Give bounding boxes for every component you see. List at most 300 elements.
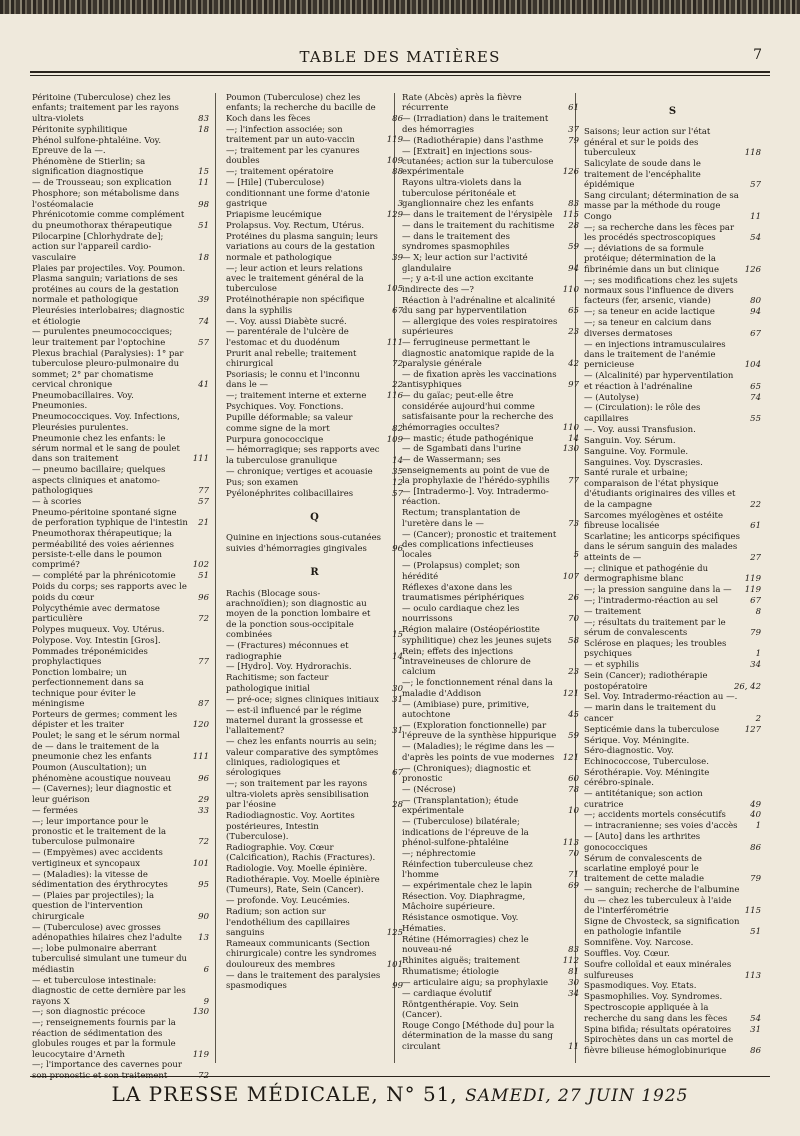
- index-entry-text: Sérum de convalescents de scarlatine employé pour le traitement de cette maladie: [584, 853, 705, 885]
- index-entry-text: Résection. Voy. Diaphragme, Mâchoire supérieure.: [402, 891, 526, 913]
- index-entry: [402, 742, 579, 763]
- index-entry-page: 67: [392, 305, 403, 316]
- index-entry: [402, 253, 579, 274]
- index-entry-page: 34: [568, 988, 579, 999]
- index-entry-text: — [Intradermo-]. Voy. Intradermo-réaction.: [402, 487, 549, 508]
- index-entry-text: —; sa recherche dans les fèces par les procédés spectroscopiques: [584, 222, 735, 243]
- index-entry: [226, 875, 403, 896]
- index-entry: [584, 585, 761, 595]
- index-entry: [584, 468, 761, 510]
- index-entry: [226, 843, 403, 864]
- index-entry-page: 79: [750, 874, 761, 885]
- index-entry: [32, 582, 209, 603]
- index-entry: [402, 136, 579, 146]
- section-letter-r: R: [310, 567, 319, 579]
- index-entry: [402, 210, 579, 220]
- index-entry-text: — (Maladies); le régime dans les — d'après les points de vue modernes: [402, 742, 555, 763]
- index-entry-text: —; l'intradermo-réaction au sel: [584, 595, 719, 606]
- index-entry-page: 8: [755, 606, 761, 617]
- index-entry-page: 111: [386, 337, 403, 348]
- index-entry-page: 21: [198, 518, 209, 529]
- index-entry: [402, 796, 579, 817]
- index-entry: [584, 660, 761, 670]
- index-entry: [584, 618, 761, 639]
- index-entry-text: Rhumatisme; étiologie: [402, 966, 499, 977]
- index-entry-text: — (Empyèmes) avec accidents vertigineux et syncopaux: [32, 848, 163, 869]
- index-entry: [226, 413, 403, 434]
- index-entry-text: Prolapsus. Voy. Rectum, Utérus.: [226, 220, 365, 231]
- index-entry-text: Septicémie dans la tuberculose: [584, 724, 720, 735]
- index-entry-page: 86: [750, 842, 761, 853]
- index-entry-text: Poumon (Tuberculose) chez les enfants; la recherche du bacille de Koch dans les fèces: [226, 93, 376, 124]
- index-entry-page: 49: [750, 799, 761, 810]
- index-entry-text: — hémorragique; ses rapports avec la tuberculose granulique: [226, 445, 380, 466]
- index-entry-text: — dans le traitement des paralysies spasmodiques: [226, 970, 381, 992]
- index-entry-text: Pyélonéphrites colibacillaires: [226, 488, 354, 499]
- index-entry-text: — articulaire aigu; sa prophylaxie: [402, 977, 549, 988]
- index-entry: [584, 917, 761, 938]
- index-entry: [584, 949, 761, 959]
- index-entry-page: 71: [568, 870, 579, 881]
- index-entry-text: Rachis (Blocage sous-arachnoïdien); son diagnostic au moyen de la ponction lombaire et de la ponction sous-occipitale combinées: [226, 588, 371, 641]
- index-entry-text: — marin dans le traitement du cancer: [584, 703, 717, 724]
- index-entry-page: 30: [568, 977, 579, 988]
- index-entry-page: 72: [198, 613, 209, 624]
- index-entry-text: —; y a-t-il une action excitante indirecte des —?: [402, 274, 534, 295]
- index-entry-text: — intracranienne; ses voies d'accès: [584, 821, 738, 832]
- index-entry-text: Plasma sanguin; variations de ses protéines au cours de la gestation normale et pathologique: [32, 274, 179, 306]
- index-entry-text: — (Fractures) méconnues et radiographie: [226, 641, 349, 662]
- index-entry-page: 59: [568, 242, 579, 253]
- index-entry: [226, 864, 403, 874]
- index-entry-text: — (Circulation): le rôle des capillaires: [584, 403, 701, 424]
- index-entry-page: 35: [392, 466, 403, 477]
- index-entry: [402, 881, 579, 891]
- index-entry: [32, 232, 209, 263]
- index-entry: [226, 971, 403, 992]
- index-entry: [402, 892, 579, 913]
- index-entry-page: 27: [750, 552, 761, 563]
- index-entry: [226, 349, 403, 370]
- index-entry-text: Saisons; leur action sur l'état général et sur le poids des tuberculeux: [584, 127, 711, 159]
- index-entry-text: Rétine (Hémorragies) chez le nouveau-né: [402, 934, 529, 955]
- index-entry-page: 90: [198, 911, 209, 922]
- index-entry-text: — est-il influencé par le régime maternel durant la grossesse et l'allaitement?: [226, 705, 363, 737]
- index-entry: [32, 848, 209, 869]
- index-entry-text: —; néphrectomie: [402, 848, 476, 859]
- index-entry-text: Sérique. Voy. Méningite.: [584, 735, 690, 746]
- index-entry: [226, 467, 403, 477]
- index-entry-page: 119: [744, 584, 761, 595]
- index-entry-page: 70: [568, 848, 579, 859]
- index-entry-text: Sanguine. Voy. Formule.: [584, 446, 689, 457]
- index-entry: [226, 896, 403, 906]
- index-entry-page: 57: [198, 496, 209, 507]
- index-entry-page: 12: [392, 477, 403, 488]
- index-column-1: [32, 93, 209, 1081]
- index-entry-text: Ponction lombaire; un perfectionnement dans sa technique pour éviter le méningisme: [32, 667, 144, 710]
- index-entry-page: 26: [568, 593, 579, 604]
- index-entry: [32, 571, 209, 581]
- index-entry-text: Spectroscopie appliquée à la recherche du sang dans les fèces: [584, 1003, 728, 1024]
- index-entry: [32, 817, 209, 848]
- index-entry-page: 40: [750, 810, 761, 821]
- index-entry-text: —; leur importance pour le pronostic et le traitement de la tuberculose pulmonaire: [32, 816, 167, 848]
- index-entry-text: Prurit anal rebelle; traitement chirurgical: [226, 348, 357, 370]
- index-entries-r: [226, 589, 403, 992]
- index-entry: [32, 944, 209, 975]
- index-entry-page: 74: [198, 316, 209, 327]
- index-entry-text: Psychiques. Voy. Fonctions.: [226, 402, 344, 413]
- index-entry-text: Rayons ultra-violets dans la tuberculose péritonéale et ganglionnaire chez les enfants: [402, 178, 534, 210]
- index-entry-page: 96: [198, 773, 209, 784]
- index-entry-page: 119: [744, 573, 761, 584]
- index-entry-page: 54: [750, 1013, 761, 1024]
- page-footer: [30, 1076, 770, 1116]
- index-entry: [584, 885, 761, 916]
- index-entry-text: Rameaux communicants (Section chirurgicale) contre les syndromes douloureux des membres: [226, 938, 377, 970]
- index-entry: [584, 639, 761, 660]
- index-entry-page: 96: [392, 543, 403, 554]
- index-entry-page: 6: [203, 964, 209, 975]
- header-rule: [30, 71, 770, 73]
- index-entry: [226, 370, 403, 391]
- index-entry-text: Poumon (Auscultation); un phénomène acoustique nouveau: [32, 763, 171, 784]
- index-entry-page: 83: [198, 113, 209, 124]
- index-entry-text: Quinine en injections sous-cutanées suivies d'hémorragies gingivales: [226, 533, 381, 554]
- index-entry: [402, 317, 579, 338]
- index-entry-page: 96: [198, 592, 209, 603]
- index-entry-page: 1: [755, 649, 761, 660]
- index-entry-text: Réinfection tuberculeuse chez l'homme: [402, 859, 533, 881]
- index-entry-page: 87: [198, 699, 209, 710]
- index-entry: [226, 811, 403, 842]
- index-entry-text: Réaction à l'adrénaline et alcalinité du sang par hyperventilation: [402, 295, 556, 317]
- index-entry-page: 70: [568, 614, 579, 625]
- index-column-4: [584, 93, 761, 1063]
- index-entry-text: — purulentes pneumococciques; leur traitement par l'optochine: [32, 327, 173, 348]
- index-entry: [32, 604, 209, 625]
- index-entry-text: — (Amibiase) pure, primitive, autochtone: [402, 699, 530, 721]
- index-entry-text: —; résultats du traitement par le sérum de convalescents: [584, 617, 726, 638]
- index-entry: [402, 935, 579, 956]
- index-entry: [584, 960, 761, 981]
- index-entry-page: 55: [750, 413, 761, 424]
- index-entry-text: — du gaïac; peut-elle être considérée aujourd'hui comme satisfaisante pour la recherche des hémorragies occultes?: [402, 391, 554, 433]
- index-entry-page: 83: [568, 945, 579, 955]
- index-entry: [32, 923, 209, 944]
- index-entry: [584, 725, 761, 735]
- index-entry: [584, 564, 761, 585]
- index-entry-text: — (Radiothérapie) dans l'asthme: [402, 135, 544, 146]
- index-entry-text: Souffles. Voy. Cœur.: [584, 949, 670, 960]
- index-entry-text: Pneumonie chez les enfants: le sérum normal et le sang de poulet dans son traitement: [32, 433, 180, 465]
- index-entry: [584, 244, 761, 275]
- index-entry-text: — (Chroniques); diagnostic et pronostic: [402, 763, 531, 784]
- index-entry: [584, 607, 761, 617]
- index-entry: [402, 721, 579, 742]
- top-decorative-border: [0, 0, 800, 14]
- index-entry-page: 126: [562, 167, 579, 178]
- index-entry-page: 121: [562, 752, 579, 763]
- index-entry: [32, 125, 209, 135]
- index-entry: [226, 221, 403, 231]
- index-entry-text: — mastic; étude pathogénique: [402, 433, 534, 444]
- index-entry-page: 112: [562, 955, 579, 966]
- index-entry-text: — sanguin; recherche de l'albumine du — chez les tuberculeux à l'aide de l'interférométrie: [584, 885, 740, 917]
- index-entry: [584, 458, 761, 468]
- index-entry: [584, 671, 761, 692]
- index-entry: [402, 1021, 579, 1052]
- footer-rule: [30, 1076, 770, 1077]
- index-entry-page: 28: [568, 220, 579, 231]
- index-entry-text: Radiothérapie. Voy. Moelle épinière (Tumeurs), Rate, Sein (Cancer).: [226, 875, 380, 896]
- index-entry-text: —; sa teneur en acide lactique: [584, 307, 715, 318]
- index-entry: [584, 981, 761, 991]
- index-entry-text: — (Maladies): la vitesse de sédimentation des érythrocytes: [32, 869, 168, 891]
- index-entry-page: 57: [750, 179, 761, 190]
- index-entry-page: 45: [568, 710, 579, 721]
- section-letter-s: S: [668, 106, 677, 117]
- index-entry-page: 110: [562, 284, 579, 295]
- index-entry-text: — à scories: [32, 496, 82, 507]
- journal-name: LA PRESSE MÉDICALE, N° 51,: [111, 1082, 458, 1106]
- index-entry: [584, 436, 761, 446]
- index-entry: [32, 178, 209, 188]
- index-entry: [402, 678, 579, 699]
- index-entry: [32, 710, 209, 731]
- index-entry-text: — (Cavernes); leur diagnostic et leur guérison: [32, 784, 172, 805]
- index-entry-page: 97: [568, 380, 579, 391]
- index-entry: [32, 529, 209, 571]
- index-entry: [32, 274, 209, 305]
- index-entry: [402, 178, 579, 209]
- index-entry: [402, 647, 579, 678]
- index-entry: [226, 391, 403, 401]
- index-entry: [32, 625, 209, 635]
- index-entry-page: 72: [198, 1070, 209, 1081]
- index-entry-page: 99: [392, 981, 403, 992]
- index-entry-text: Pneumothorax thérapeutique; la perméabilité des voies aériennes persiste-t-elle dans le poumon comprimé?: [32, 529, 174, 571]
- index-entry: [584, 318, 761, 339]
- index-entry-page: 11: [198, 178, 209, 189]
- index-entry: [402, 147, 579, 178]
- index-entry-page: 86: [750, 1045, 761, 1056]
- index-entry: [402, 338, 579, 369]
- index-entry-text: Pommades tréponémicides prophylactiques: [32, 646, 148, 668]
- index-entry: [402, 978, 579, 988]
- issue-date: SAMEDI, 27 JUIN 1925: [465, 1086, 689, 1106]
- index-entry: [402, 989, 579, 999]
- index-entry: [402, 849, 579, 859]
- index-entry: [226, 641, 403, 662]
- index-entry-text: — traitement: [584, 606, 641, 617]
- index-entry-text: Rein; effets des injections intraveineuses de chlorure de calcium: [402, 646, 531, 678]
- index-entry: [402, 583, 579, 604]
- index-entry-page: 29: [198, 794, 209, 805]
- index-entry-page: 113: [744, 970, 761, 981]
- index-entry-text: —; lobe pulmonaire aberrant tuberculisé simulant une tumeur du médiastin: [32, 944, 188, 975]
- index-entry: [32, 636, 209, 646]
- index-entry-text: —; ses modifications chez les sujets normaux sous l'influence de divers facteurs (fer, arsenic, viande): [584, 275, 738, 307]
- index-entry-page: 82: [392, 423, 403, 434]
- index-entry-text: Salicylate de soude dans le traitement de l'encéphalite épidémique: [584, 159, 701, 190]
- index-entry: [226, 317, 403, 327]
- index-entry: [402, 296, 579, 317]
- index-entry: [402, 487, 579, 508]
- index-entry-text: Phénomène de Stierlin; sa signification diagnostique: [32, 156, 146, 178]
- index-entry-page: 118: [744, 148, 761, 159]
- index-entry: [32, 976, 209, 1007]
- index-entry-text: Spasmophilies. Voy. Syndromes.: [584, 992, 723, 1003]
- index-entry: [226, 706, 403, 737]
- index-entry-page: 72: [392, 359, 403, 370]
- index-entry: [226, 93, 403, 124]
- index-entry: [584, 425, 761, 435]
- index-entry: [584, 1025, 761, 1035]
- index-entry-page: 14: [392, 455, 403, 466]
- index-entry-text: — (Autolyse): [584, 392, 639, 403]
- index-entry-text: Poids du corps; ses rapports avec le poids du cœur: [32, 582, 187, 603]
- index-entry: [402, 913, 579, 934]
- index-entry-page: 39: [198, 295, 209, 306]
- index-entry-text: Sarcomes myélogènes et ostéite fibreuse localisée: [584, 510, 723, 531]
- index-entries-p: [226, 93, 403, 499]
- index-entry-text: — [Hile] (Tuberculose) conditionnant une forme d'atonie gastrique: [226, 178, 370, 210]
- index-entry-page: 95: [198, 880, 209, 891]
- index-entry-text: — (Prolapsus) complet; son hérédité: [402, 561, 520, 582]
- page-number: 7: [753, 47, 762, 63]
- index-entry: [584, 821, 761, 831]
- index-entry: [32, 891, 209, 922]
- index-entry-text: Radium; son action sur l'endothélium des capillaires sanguins: [226, 907, 350, 939]
- index-entry: [584, 992, 761, 1002]
- index-entry-text: Rectum; transplantation de l'uretère dans le —: [402, 508, 521, 529]
- index-entry: [32, 349, 209, 391]
- index-entry: [584, 938, 761, 948]
- index-entry: [402, 817, 579, 848]
- index-entry-text: Radiologie. Voy. Moelle épinière.: [226, 864, 368, 875]
- index-entry-page: 22: [392, 380, 403, 391]
- index-entry-text: Rouge Congo [Méthode du] pour la détermination de la masse du sang circulant: [402, 1020, 555, 1052]
- index-entry-text: Péritonite syphilitique: [32, 124, 128, 135]
- index-entry: [32, 806, 209, 816]
- index-entry-text: —; son traitement par les rayons ultra-violets après sensibilisation par l'éosine: [226, 779, 369, 811]
- index-entry-page: 111: [192, 454, 209, 465]
- index-entry-text: Sanguines. Voy. Dyscrasies.: [584, 457, 703, 468]
- index-entry: [584, 703, 761, 724]
- index-entry-text: —; traitement opératoire: [226, 167, 334, 178]
- index-entry-page: 127: [744, 724, 761, 735]
- index-entry-page: 67: [750, 328, 761, 339]
- index-entry: [32, 508, 209, 529]
- index-entry-page: 67: [750, 595, 761, 606]
- index-entry-text: Sein (Cancer); radiothérapie postopératoire: [584, 671, 708, 692]
- index-entry-text: Poulet; le sang et le sérum normal de — dans le traitement de la pneumonie chez les enfants: [32, 731, 180, 763]
- index-entry: [226, 478, 403, 488]
- index-entry-text: —; son diagnostic précoce: [32, 1007, 146, 1018]
- index-entry-text: Spirochètes dans un cas mortel de fièvre bilieuse hémoglobinurique: [584, 1035, 734, 1056]
- index-entry: [402, 370, 579, 391]
- header-rule-thin: [30, 75, 770, 76]
- index-entry: [402, 434, 579, 444]
- index-entry-page: 77: [198, 486, 209, 497]
- index-entry-text: — et tuberculose intestinale: diagnostic de cette dernière par les rayons X: [32, 975, 186, 1007]
- index-entry-page: 39: [392, 252, 403, 263]
- index-entry-text: — de Wassermann; ses enseignements au point de vue de la prophylaxie de l'hérédo-syphilis: [402, 455, 550, 487]
- index-entry-text: Purpura gonococcique: [226, 434, 324, 445]
- index-entry-page: 2: [755, 713, 761, 724]
- index-entry-text: Protéinothérapie non spécifique dans la syphilis: [226, 295, 365, 316]
- index-entry-page: 86: [392, 113, 403, 124]
- index-entry-page: 125: [386, 928, 403, 939]
- index-entry-text: Somnifène. Voy. Narcose.: [584, 938, 694, 949]
- index-entry: [584, 854, 761, 885]
- index-entry: [584, 596, 761, 606]
- page-title: TABLE DES MATIÈRES: [299, 48, 501, 66]
- index-entry-text: Spina bifida; résultats opératoires: [584, 1024, 732, 1035]
- index-entry-text: — (Cancer); pronostic et traitement des complications infectieuses locales: [402, 529, 557, 561]
- index-entry-text: — fermées: [32, 805, 78, 816]
- index-entry-page: 14: [568, 433, 579, 444]
- index-entry: [584, 447, 761, 457]
- index-entry: [402, 114, 579, 135]
- index-entry: [402, 221, 579, 231]
- index-entry-page: 77: [198, 657, 209, 668]
- index-entry-text: Soufre colloïdal et eaux minérales sulfureuses: [584, 960, 732, 981]
- index-entry: [226, 779, 403, 810]
- index-entry-page: 11: [568, 1041, 579, 1052]
- index-entry-text: Porteurs de germes; comment les dépister et les traiter: [32, 710, 178, 731]
- index-entry-page: 57: [392, 488, 403, 499]
- index-entry: [226, 589, 403, 641]
- index-entry-text: —; la pression sanguine dans la —: [584, 584, 732, 595]
- index-entry-text: — (Tuberculose) bilatérale; indications de l'épreuve de la phénol-sulfone-phtaléine: [402, 817, 529, 848]
- index-entry-text: — profonde. Voy. Leucémies.: [226, 896, 350, 907]
- index-entry-text: Sclérose en plaques; les troubles psychiques: [584, 638, 727, 660]
- index-entry-text: — en injections intramusculaires dans le traitement de l'anémie pernicieuse: [584, 339, 726, 371]
- index-entry-page: 88: [392, 167, 403, 178]
- index-entry: [584, 371, 761, 392]
- index-columns: [28, 93, 768, 1081]
- index-entry: [32, 412, 209, 433]
- index-entry-text: Séro-diagnostic. Voy. Echinococcose, Tuberculose.: [584, 746, 709, 767]
- index-entry-text: Signe de Chvosteck, sa signification en pathologie infantile: [584, 916, 740, 938]
- index-entry: [32, 731, 209, 762]
- index-entry-text: —; sa teneur en calcium dans diverses dermatoses: [584, 318, 712, 339]
- index-entry-text: — de Sgambati dans l'urine: [402, 444, 521, 455]
- index-entry-text: —; l'infection associée; son traitement par un auto-vaccin: [226, 124, 355, 146]
- index-entry: [584, 223, 761, 244]
- index-entry-text: — complété par la phrénicotomie: [32, 571, 176, 582]
- index-entry-page: 129: [386, 209, 403, 220]
- index-column-2: [226, 93, 403, 1063]
- index-entry-text: — parentérale de l'ulcère de l'estomac et du duodénum: [226, 327, 349, 348]
- index-entry-page: 31: [392, 694, 403, 705]
- index-entry: [32, 1018, 209, 1060]
- index-entry-text: —; déviations de sa formule protéique; détermination de la fibrinémie dans un but clinique: [584, 243, 719, 275]
- index-entry-text: —; le fonctionnement rénal dans la maladie d'Addison: [402, 678, 553, 699]
- index-entry-text: — dans le traitement de l'érysipèle: [402, 209, 553, 220]
- index-entry: [584, 159, 761, 190]
- index-entry-page: 80: [750, 296, 761, 307]
- index-entry-text: Pneumococciques. Voy. Infections, Pleurésies purulentes.: [32, 412, 180, 433]
- index-entry-text: Phosphore; son métabolisme dans l'ostéomalacie: [32, 189, 180, 210]
- index-entry-text: Polycythémie avec dermatose particulière: [32, 603, 160, 624]
- index-entry: [226, 402, 403, 412]
- index-entry-text: Sel. Voy. Intradermo-réaction au —.: [584, 692, 738, 703]
- index-entry-text: —; accidents mortels consécutifs: [584, 810, 726, 821]
